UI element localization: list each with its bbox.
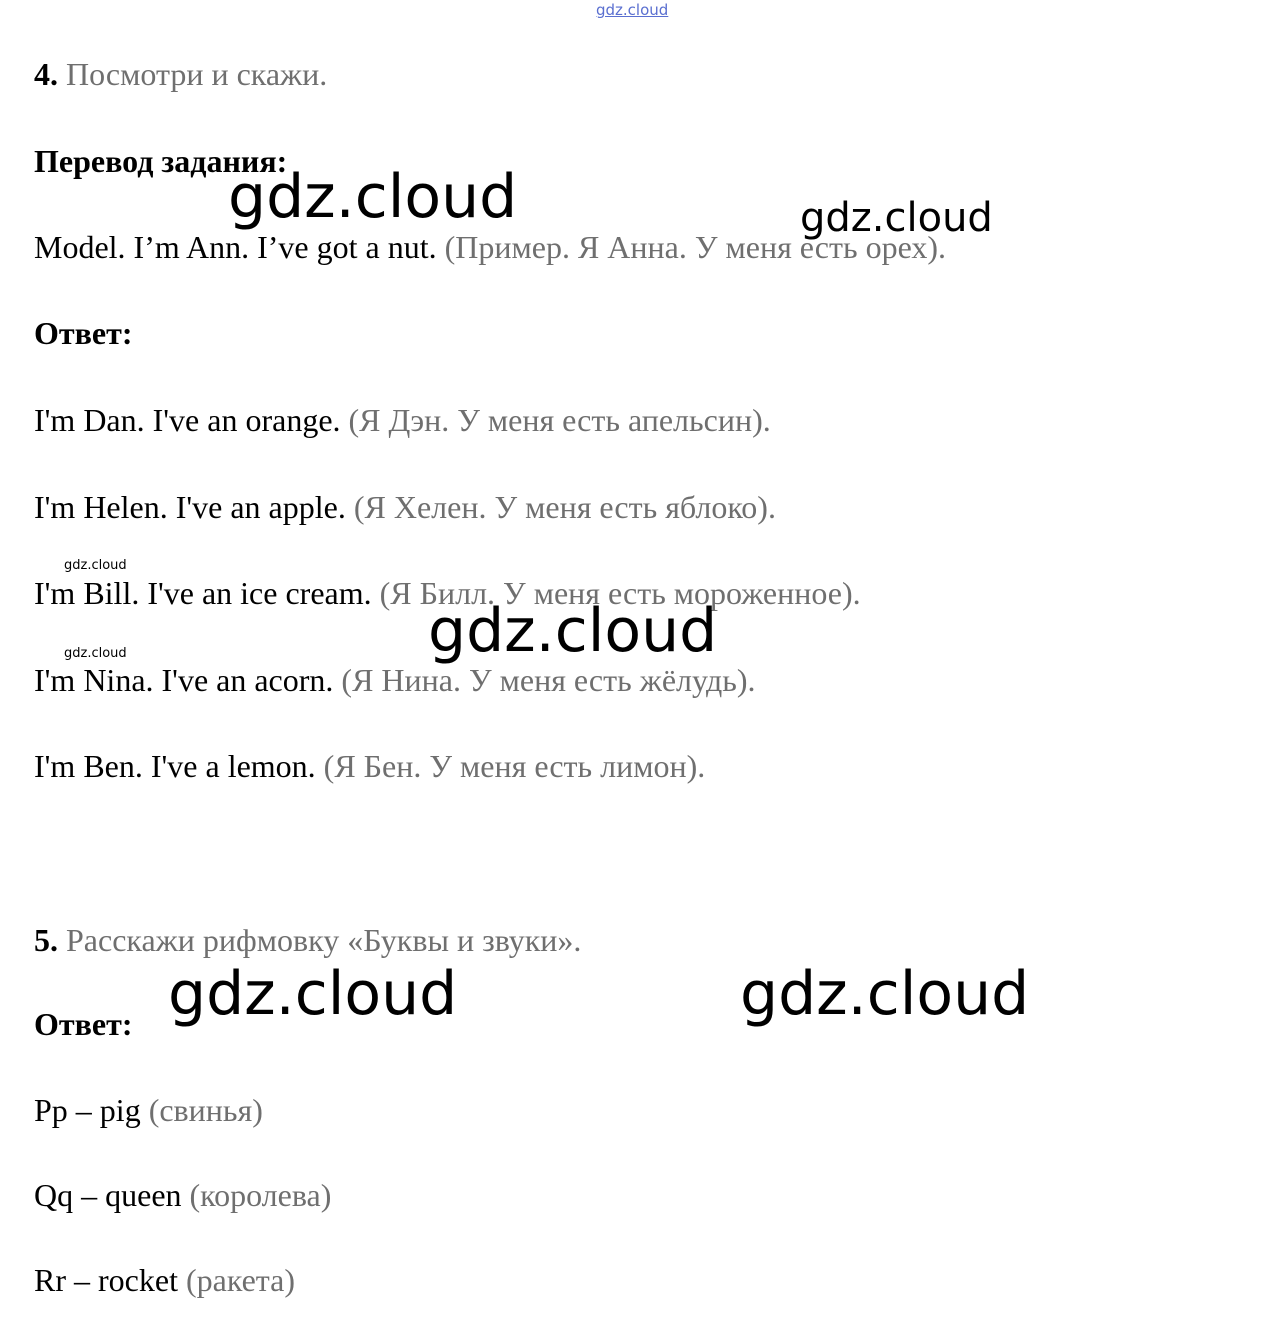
watermark: gdz.cloud xyxy=(168,959,458,1029)
answer-en: I'm Nina. I've an acorn. xyxy=(34,662,334,698)
watermark-small: gdz.cloud xyxy=(64,558,127,573)
watermark-small: gdz.cloud xyxy=(64,646,127,661)
watermark: gdz.cloud xyxy=(428,596,718,666)
task5-heading xyxy=(34,920,581,960)
answer-en: I'm Dan. I've an orange. xyxy=(34,402,341,438)
task4-number: 4. xyxy=(34,56,58,92)
answer-ru: (Я Дэн. У меня есть апельсин). xyxy=(348,402,771,438)
task4-answer-line xyxy=(34,660,756,700)
task5-answer-line xyxy=(34,1090,263,1130)
answer-ru: (Я Билл. У меня есть мороженное). xyxy=(379,575,861,611)
task5-title: Расскажи рифмовку «Буквы и звуки». xyxy=(66,922,582,958)
task4-heading xyxy=(34,54,327,94)
task4-answer-line xyxy=(34,487,776,527)
answer-ru: (Я Нина. У меня есть жёлудь). xyxy=(341,662,756,698)
task4-answer-line xyxy=(34,746,705,786)
answer-ru: (свинья) xyxy=(148,1092,263,1128)
task4-model-ru: (Пример. Я Анна. У меня есть орех). xyxy=(444,229,947,265)
answer-en: Pp – pig xyxy=(34,1092,141,1128)
watermark: gdz.cloud xyxy=(228,162,518,232)
answer-en: Rr – rocket xyxy=(34,1262,178,1298)
task4-answer-heading: Ответ: xyxy=(34,315,133,351)
answer-ru: (королева) xyxy=(189,1177,332,1213)
task4-title: Посмотри и скажи. xyxy=(66,56,328,92)
task4-translation-heading: Перевод задания: xyxy=(34,143,288,179)
answer-ru: (Я Хелен. У меня есть яблоко). xyxy=(353,489,776,525)
answer-ru: (ракета) xyxy=(185,1262,295,1298)
task5-answer-line xyxy=(34,1175,331,1215)
task5-number: 5. xyxy=(34,922,58,958)
answer-ru: (Я Бен. У меня есть лимон). xyxy=(323,748,706,784)
task4-model-en: Model. I’m Ann. I’ve got a nut. xyxy=(34,229,437,265)
task4-answer-line xyxy=(34,400,771,440)
answer-en: Qq – queen xyxy=(34,1177,182,1213)
answer-en: I'm Ben. I've a lemon. xyxy=(34,748,316,784)
task5-answer-line xyxy=(34,1260,295,1300)
watermark: gdz.cloud xyxy=(740,959,1030,1029)
answer-en: I'm Helen. I've an apple. xyxy=(34,489,346,525)
watermark: gdz.cloud xyxy=(800,195,993,241)
task5-answer-heading: Ответ: xyxy=(34,1006,133,1042)
answer-en: I'm Bill. I've an ice cream. xyxy=(34,575,372,611)
top-watermark-link[interactable]: gdz.cloud xyxy=(596,1,669,19)
